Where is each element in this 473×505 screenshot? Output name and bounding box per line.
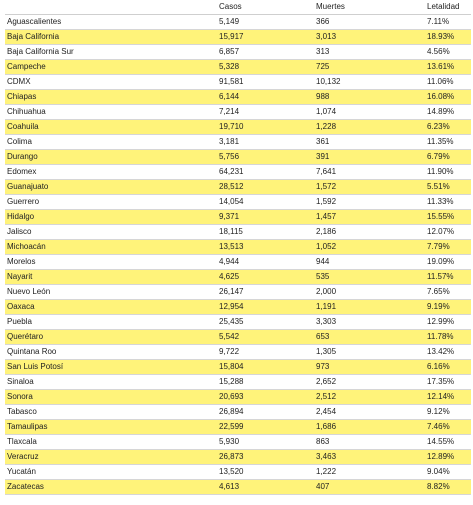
cell-state: Yucatán [5, 465, 217, 480]
cell-muertes: 863 [314, 435, 425, 450]
table-row [5, 465, 471, 480]
cell-letalidad: 15.55% [425, 210, 471, 225]
cell-letalidad: 8.82% [425, 480, 471, 495]
table-row [5, 270, 471, 285]
cell-state: Nuevo León [5, 285, 217, 300]
table-row [5, 255, 471, 270]
cell-letalidad: 12.99% [425, 315, 471, 330]
cell-state: Chihuahua [5, 105, 217, 120]
cell-letalidad: 7.46% [425, 420, 471, 435]
table-row [5, 105, 471, 120]
header-muertes: Muertes [314, 0, 425, 15]
cell-casos: 4,625 [217, 270, 314, 285]
cell-state: Quintana Roo [5, 345, 217, 360]
cell-casos: 25,435 [217, 315, 314, 330]
table-row [5, 330, 471, 345]
cell-state: Aguascalientes [5, 15, 217, 30]
cell-casos: 26,894 [217, 405, 314, 420]
cell-casos: 13,513 [217, 240, 314, 255]
table-row [5, 375, 471, 390]
cell-muertes: 653 [314, 330, 425, 345]
cell-letalidad: 9.04% [425, 465, 471, 480]
table-row [5, 180, 471, 195]
cell-letalidad: 7.79% [425, 240, 471, 255]
cell-casos: 12,954 [217, 300, 314, 315]
cell-letalidad: 7.11% [425, 15, 471, 30]
cell-letalidad: 9.12% [425, 405, 471, 420]
cell-letalidad: 6.79% [425, 150, 471, 165]
table-row [5, 480, 471, 495]
cell-letalidad: 17.35% [425, 375, 471, 390]
cell-letalidad: 9.19% [425, 300, 471, 315]
cell-state: Zacatecas [5, 480, 217, 495]
cell-state: Sinaloa [5, 375, 217, 390]
cell-state: Hidalgo [5, 210, 217, 225]
cell-letalidad: 5.51% [425, 180, 471, 195]
cell-state: CDMX [5, 75, 217, 90]
cell-muertes: 3,463 [314, 450, 425, 465]
cell-letalidad: 12.89% [425, 450, 471, 465]
cell-casos: 19,710 [217, 120, 314, 135]
cell-letalidad: 12.07% [425, 225, 471, 240]
cell-casos: 18,115 [217, 225, 314, 240]
cell-muertes: 1,305 [314, 345, 425, 360]
table-row [5, 75, 471, 90]
cell-muertes: 10,132 [314, 75, 425, 90]
cell-casos: 20,693 [217, 390, 314, 405]
cell-letalidad: 6.23% [425, 120, 471, 135]
cell-muertes: 2,454 [314, 405, 425, 420]
cell-casos: 15,288 [217, 375, 314, 390]
cell-muertes: 391 [314, 150, 425, 165]
cell-casos: 28,512 [217, 180, 314, 195]
cell-muertes: 407 [314, 480, 425, 495]
cell-letalidad: 11.90% [425, 165, 471, 180]
cell-muertes: 366 [314, 15, 425, 30]
table-row [5, 135, 471, 150]
cell-state: Colima [5, 135, 217, 150]
cell-state: Baja California Sur [5, 45, 217, 60]
cell-state: Michoacán [5, 240, 217, 255]
cell-state: Puebla [5, 315, 217, 330]
cell-casos: 5,756 [217, 150, 314, 165]
table-row [5, 60, 471, 75]
cell-letalidad: 11.35% [425, 135, 471, 150]
cell-state: Tamaulipas [5, 420, 217, 435]
cell-casos: 15,804 [217, 360, 314, 375]
cell-state: Baja California [5, 30, 217, 45]
cell-state: Tabasco [5, 405, 217, 420]
cell-casos: 26,873 [217, 450, 314, 465]
cell-casos: 91,581 [217, 75, 314, 90]
table-row [5, 435, 471, 450]
cell-casos: 4,613 [217, 480, 314, 495]
cell-state: Guerrero [5, 195, 217, 210]
cell-muertes: 725 [314, 60, 425, 75]
cell-casos: 64,231 [217, 165, 314, 180]
cell-casos: 5,930 [217, 435, 314, 450]
cell-letalidad: 6.16% [425, 360, 471, 375]
table-row [5, 90, 471, 105]
cell-muertes: 1,592 [314, 195, 425, 210]
header-letalidad: Letalidad [425, 0, 471, 15]
cell-casos: 13,520 [217, 465, 314, 480]
table-row [5, 210, 471, 225]
table-header-row [5, 0, 471, 15]
cell-state: Querétaro [5, 330, 217, 345]
cell-letalidad: 11.33% [425, 195, 471, 210]
cell-casos: 5,328 [217, 60, 314, 75]
cell-muertes: 1,686 [314, 420, 425, 435]
cell-muertes: 1,222 [314, 465, 425, 480]
cell-muertes: 1,228 [314, 120, 425, 135]
cell-muertes: 361 [314, 135, 425, 150]
cell-state: Morelos [5, 255, 217, 270]
table-row [5, 195, 471, 210]
covid-state-table [5, 0, 471, 495]
cell-muertes: 2,512 [314, 390, 425, 405]
table-row [5, 165, 471, 180]
cell-muertes: 535 [314, 270, 425, 285]
cell-state: Nayarit [5, 270, 217, 285]
cell-state: Edomex [5, 165, 217, 180]
cell-muertes: 2,186 [314, 225, 425, 240]
cell-casos: 6,857 [217, 45, 314, 60]
cell-muertes: 944 [314, 255, 425, 270]
cell-state: Sonora [5, 390, 217, 405]
cell-casos: 7,214 [217, 105, 314, 120]
cell-letalidad: 11.57% [425, 270, 471, 285]
cell-letalidad: 4.56% [425, 45, 471, 60]
header-casos: Casos [217, 0, 314, 15]
table-row [5, 225, 471, 240]
table-row [5, 45, 471, 60]
table-row [5, 300, 471, 315]
cell-casos: 22,599 [217, 420, 314, 435]
table-row [5, 150, 471, 165]
table-body [5, 15, 471, 495]
cell-letalidad: 11.78% [425, 330, 471, 345]
cell-state: Chiapas [5, 90, 217, 105]
cell-letalidad: 13.42% [425, 345, 471, 360]
table-row [5, 285, 471, 300]
cell-casos: 26,147 [217, 285, 314, 300]
cell-casos: 3,181 [217, 135, 314, 150]
cell-letalidad: 18.93% [425, 30, 471, 45]
cell-casos: 9,371 [217, 210, 314, 225]
table-row [5, 30, 471, 45]
table-row [5, 15, 471, 30]
cell-muertes: 1,572 [314, 180, 425, 195]
cell-state: Guanajuato [5, 180, 217, 195]
cell-state: Tlaxcala [5, 435, 217, 450]
cell-muertes: 3,013 [314, 30, 425, 45]
cell-letalidad: 19.09% [425, 255, 471, 270]
cell-letalidad: 13.61% [425, 60, 471, 75]
cell-letalidad: 7.65% [425, 285, 471, 300]
cell-muertes: 2,000 [314, 285, 425, 300]
cell-state: Veracruz [5, 450, 217, 465]
cell-casos: 5,542 [217, 330, 314, 345]
table-row [5, 345, 471, 360]
cell-muertes: 1,074 [314, 105, 425, 120]
cell-letalidad: 16.08% [425, 90, 471, 105]
cell-letalidad: 12.14% [425, 390, 471, 405]
cell-state: Durango [5, 150, 217, 165]
table-row [5, 360, 471, 375]
cell-casos: 6,144 [217, 90, 314, 105]
cell-muertes: 988 [314, 90, 425, 105]
header-state [5, 0, 217, 15]
cell-state: San Luis Potosí [5, 360, 217, 375]
cell-muertes: 973 [314, 360, 425, 375]
cell-muertes: 2,652 [314, 375, 425, 390]
table-row [5, 450, 471, 465]
table-row [5, 405, 471, 420]
cell-letalidad: 14.89% [425, 105, 471, 120]
cell-muertes: 7,641 [314, 165, 425, 180]
cell-muertes: 1,191 [314, 300, 425, 315]
cell-state: Jalisco [5, 225, 217, 240]
cell-state: Campeche [5, 60, 217, 75]
cell-casos: 15,917 [217, 30, 314, 45]
cell-casos: 5,149 [217, 15, 314, 30]
cell-casos: 4,944 [217, 255, 314, 270]
cell-casos: 9,722 [217, 345, 314, 360]
table-row [5, 420, 471, 435]
cell-letalidad: 11.06% [425, 75, 471, 90]
cell-muertes: 3,303 [314, 315, 425, 330]
table-row [5, 315, 471, 330]
table-row [5, 240, 471, 255]
cell-state: Oaxaca [5, 300, 217, 315]
cell-casos: 14,054 [217, 195, 314, 210]
table-row [5, 120, 471, 135]
cell-muertes: 1,052 [314, 240, 425, 255]
cell-muertes: 1,457 [314, 210, 425, 225]
cell-state: Coahuila [5, 120, 217, 135]
cell-muertes: 313 [314, 45, 425, 60]
table-row [5, 390, 471, 405]
cell-letalidad: 14.55% [425, 435, 471, 450]
